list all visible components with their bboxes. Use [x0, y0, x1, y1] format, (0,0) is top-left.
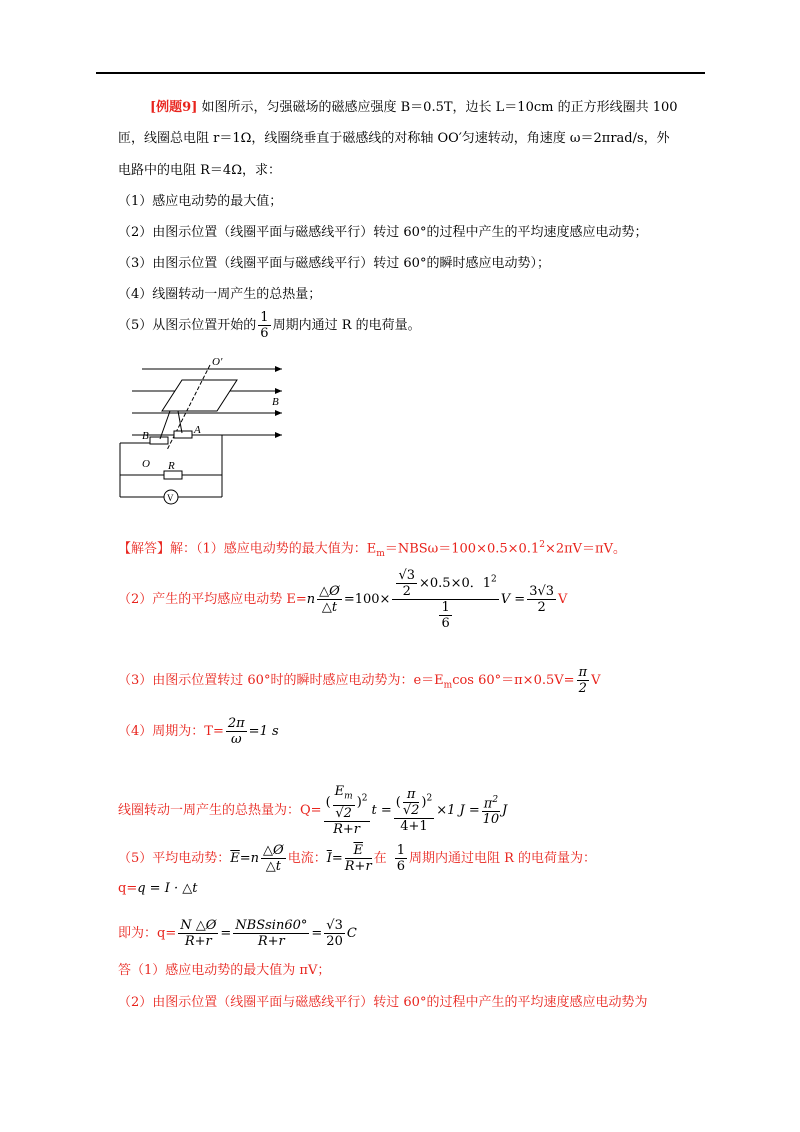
jw-n2: NBSsin60°: [235, 918, 308, 933]
question-5: [118, 310, 421, 341]
s2-res-3: 3: [529, 584, 538, 599]
heat-line: [118, 784, 507, 837]
s5-post: 周期内通过电阻 R 的电荷量为：: [408, 851, 597, 866]
q-line-pre: q=: [118, 881, 138, 896]
s5-inum: $\overline{E}$: [345, 843, 372, 859]
s2-sqrt-frac: [396, 568, 417, 599]
heat-pi-frac: [403, 787, 420, 818]
problem-intro-3: 电路中的电阻 R＝4Ω，求：: [118, 163, 281, 178]
arrow-head-3: [275, 410, 282, 416]
s5-in: 在: [373, 851, 387, 866]
arrow-head-4: [275, 432, 282, 438]
problem-intro-2: 匝，线圈总电阻 r＝1Ω，线圈绕垂直于磁感线的对称轴 OO′匀速转动，角速度 ω＝2πrad/s，外: [118, 131, 670, 146]
solution-line-5: [118, 843, 596, 874]
heat-den: R+r: [333, 821, 360, 837]
s5-frac-sixth: [395, 843, 407, 874]
s4-res: =1 s: [248, 724, 279, 739]
s2-result: [527, 584, 556, 615]
s1-sup: 2: [539, 540, 545, 550]
heat-em-sub: m: [344, 791, 353, 802]
generator-figure: [112, 355, 292, 510]
heat-sqrt2b-wrap: √2: [402, 802, 420, 818]
s2-sqrt3: 3: [406, 568, 416, 583]
s2-eq100: =100×: [343, 592, 391, 607]
frac-num: 1: [260, 310, 269, 325]
s2-den-frac: [439, 600, 451, 631]
solution-line-4: [118, 716, 279, 747]
q-line: [118, 881, 197, 897]
jiwei-line: [118, 918, 357, 949]
arrow-head-2: [275, 388, 282, 394]
question-2: （2）由图示位置（线圈平面与磁感线平行）转过 60°的过程中产生的平均速度感应电动势；: [118, 225, 648, 240]
arrow-head-1: [275, 366, 282, 372]
heat-sqrt2: 2: [343, 805, 352, 821]
question-5-pre: （5）从图示位置开始的: [118, 318, 257, 333]
s2-big-den: [392, 600, 498, 631]
s2-two: 2: [402, 584, 411, 599]
s5-ibar: $\overline{I}$: [326, 851, 332, 866]
label-a-brush: A: [194, 424, 201, 436]
fraction-one-sixth: [258, 310, 270, 341]
s2-res-sqrt: 3: [545, 584, 555, 599]
s2-den-6: 6: [441, 616, 450, 631]
heat-den2: 4+1: [400, 818, 428, 834]
label-o: O: [142, 458, 150, 470]
s2-num-rest: ×0.5×0．1: [419, 576, 492, 591]
s2-dt: △t: [321, 600, 338, 615]
label-r: R: [168, 460, 175, 472]
s3-den: 2: [578, 681, 587, 696]
jw-rnum: 3: [334, 918, 343, 933]
heat-t: t =: [371, 802, 392, 818]
jw-d2: R+r: [257, 934, 285, 949]
s2-res-den: 2: [537, 600, 546, 615]
question-4: （4）线圈转动一周产生的总热量；: [118, 287, 322, 302]
jw-eq2: =: [311, 926, 323, 941]
jw-n1: N △Ø: [180, 918, 217, 933]
s4-frac: [226, 716, 247, 747]
heat-pre: 线圈转动一周产生的总热量为：Q=: [118, 802, 322, 818]
s2-big-num: [392, 568, 498, 600]
s4-num: 2π: [227, 716, 245, 731]
jw-d1: R+r: [184, 934, 212, 949]
solution-line-3: [118, 665, 600, 696]
heat-em-e: E: [334, 784, 345, 799]
heat-sqrt2b: 2: [411, 802, 420, 818]
heat-res-sup: 2: [492, 795, 499, 806]
s1-text: （1）感应电动势的最大值为：E: [196, 541, 377, 557]
s1-rest: ＝NBSω＝100×0.5×0.1: [384, 541, 540, 557]
s5-frac-phi: [261, 843, 286, 874]
s5-i-frac: [345, 843, 372, 874]
heat-sq: 2: [361, 793, 368, 804]
jw-rnum-wrap: √3: [326, 918, 343, 933]
s5-eq2: =: [331, 851, 343, 866]
heat-sq2: 2: [426, 793, 433, 804]
s4-pre: （4）周期为：T=: [118, 724, 224, 739]
header-rule: [96, 72, 705, 74]
heat-frac-1: [324, 784, 370, 837]
slip-ring-a: [174, 431, 192, 438]
s2-big-frac: [392, 568, 498, 631]
jw-frac-1: [178, 918, 218, 949]
heat-1j: ×1 J =: [436, 802, 480, 818]
s2-phi: △Ø: [319, 584, 340, 599]
jw-rden: 20: [326, 934, 343, 949]
s5-eq: =n: [239, 851, 260, 866]
s2-v: V =: [500, 592, 526, 607]
heat-num-2: ( $\frac{\pi}{√2}$ )$^2$: [395, 786, 433, 818]
s2-res-num: 3√3: [529, 584, 555, 599]
heat-em: [333, 784, 355, 806]
coil-square: [162, 380, 237, 411]
jw-frac-3: [324, 918, 345, 949]
s5-dt: △t: [265, 859, 281, 874]
heat-res-frac: [482, 793, 500, 827]
heat-j: J: [502, 802, 508, 818]
jw-frac-2: [233, 918, 309, 949]
s2-unit: V: [558, 592, 568, 607]
s5-ebar: $\overline{E}$: [230, 851, 240, 866]
heat-res-den: 10: [482, 812, 500, 828]
s2-pre: （2）产生的平均感应电动势 E=: [118, 592, 307, 607]
s2-num-sup: 2: [491, 574, 497, 585]
problem-tag: [例题9]: [150, 100, 198, 115]
label-v: V: [167, 493, 174, 503]
s5-phi: △Ø: [263, 843, 284, 858]
question-3: （3）由图示位置（线圈平面与磁感线平行）转过 60°的瞬时感应电动势）；: [118, 256, 550, 271]
jw-pre: 即为：q=: [118, 926, 177, 941]
s5-fnum: 1: [396, 843, 405, 858]
heat-res-pi: π: [483, 796, 493, 812]
solution-line-2: [118, 568, 567, 631]
problem-intro-line-1: [150, 100, 678, 116]
s2-n: n: [306, 592, 316, 607]
question-1: （1）感应电动势的最大值；: [118, 194, 283, 209]
frac-den: 6: [260, 326, 269, 341]
problem-intro-1: 如图所示，匀强磁场的磁感应强度 B＝0.5T，边长 L＝10cm 的正方形线圈共 100: [201, 100, 678, 115]
q-line-formula: q = I · △t: [137, 881, 198, 896]
solution-line-1: [118, 537, 626, 562]
slip-ring-b: [150, 437, 168, 444]
s5-fden: 6: [396, 859, 405, 874]
jw-eq: =: [220, 926, 232, 941]
s3-num: π: [578, 665, 588, 680]
heat-pi: π: [403, 787, 420, 803]
s3-pre: （3）由图示位置转过 60°时的瞬时感应电动势为：e＝E: [118, 673, 444, 688]
heat-em-frac: [333, 784, 355, 821]
s1-end: ×2πV＝πV。: [544, 541, 626, 557]
answer-2: （2）由图示位置（线圈平面与磁感线平行）转过 60°的过程中产生的平均速度感应电动势为: [118, 995, 648, 1010]
label-b-field: B: [272, 396, 279, 408]
s3-frac: [577, 665, 590, 696]
s3-rest: cos 60°＝π×0.5V=: [452, 673, 575, 688]
s3-unit: V: [591, 673, 601, 688]
s2-den-1: 1: [441, 600, 450, 615]
heat-res-num: [482, 793, 500, 812]
question-5-post: 周期内通过 R 的电荷量。: [272, 318, 421, 333]
heat-num-1: ( $\frac{E_m}{√2}$ )$^2$: [325, 784, 368, 821]
label-o-prime: O′: [212, 356, 223, 368]
s3-sub: m: [443, 680, 453, 691]
s5-cur: 电流：: [287, 851, 327, 866]
s1-sub: m: [376, 548, 385, 559]
s4-den: ω: [230, 732, 242, 747]
s2-sqrt3-num: √3: [398, 568, 416, 583]
s2-frac-phi: [317, 584, 342, 615]
heat-frac-2: [394, 787, 434, 834]
jw-c: C: [346, 926, 357, 941]
label-b-brush: B: [142, 430, 149, 442]
s5-pre: （5）平均电动势：: [118, 851, 231, 866]
resistor-r: [164, 471, 182, 479]
heat-sqrt2-wrap: √2: [335, 805, 352, 821]
s5-iden: R+r: [344, 859, 372, 874]
solution-head: 【解答】解：: [118, 541, 197, 557]
answer-1: 答（1）感应电动势的最大值为 πV；: [118, 963, 331, 978]
